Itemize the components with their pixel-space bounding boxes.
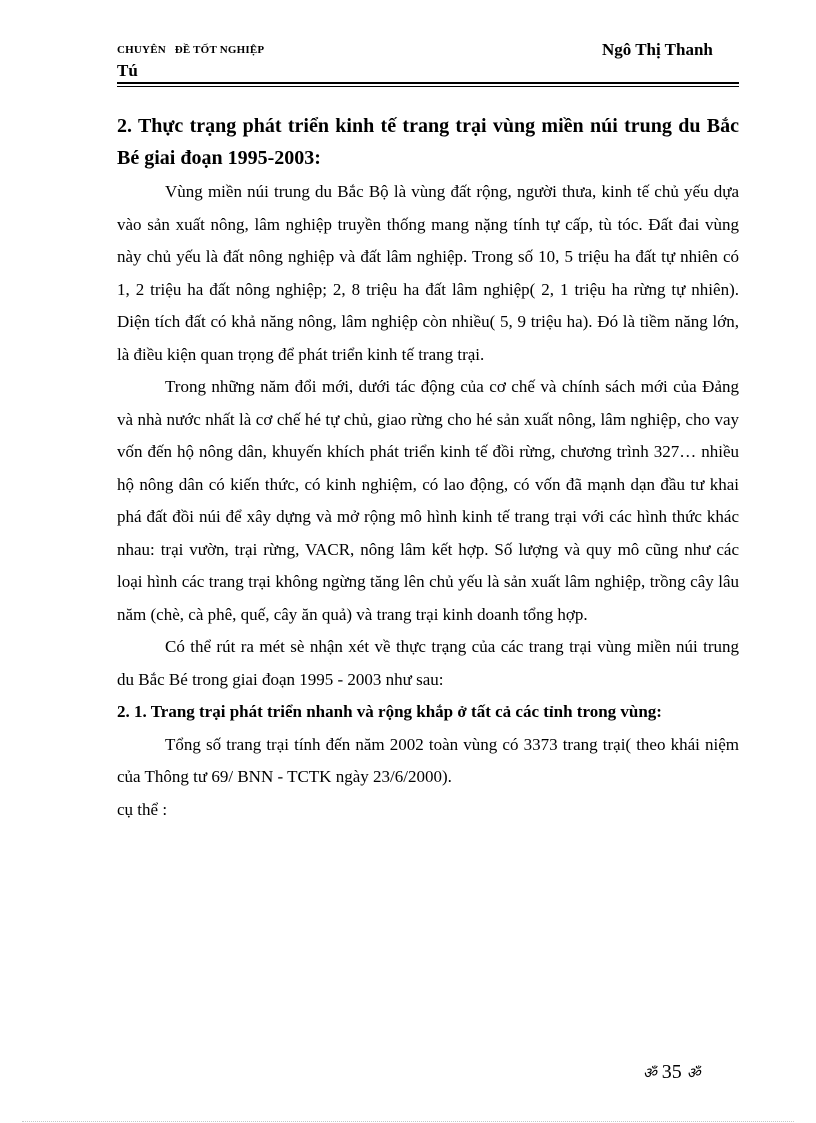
page-bottom-border — [22, 1121, 794, 1122]
header-author: Ngô Thị Thanh — [602, 40, 713, 59]
closing-line: cụ thể : — [117, 799, 168, 819]
header-rule-thick — [117, 82, 739, 84]
paragraph-1: Vùng miền núi trung du Bắc Bộ là vùng đất rộng, người thưa, kinh tế chủ yếu dựa vào sản xuất nông, lâm nghiệp truyền thống mang nặng tính tự cấp, tù tóc. Đất đai vùng này chủ yếu là đất nông nghiệp và đất lâm nghiệp. Trong số 10, 5 triệu ha đất tự nhiên có 1, 2 triệu ha đất nông nghiệp; 2, 8 triệu ha đất lâm nghiệp( 2, 1 triệu ha rừng tự nhiên). Diện tích đất có khả năng nông, lâm nghiệp còn nhiều( 5, 9 triệu ha). Đó là tiềm năng lớn, là điều kiện quan trọng để phát triển kinh tế trang trại. — [117, 182, 739, 364]
header-rule-thin — [117, 86, 739, 87]
header-title: CHUYÊN ĐỀ TỐT NGHIỆP — [117, 44, 265, 56]
page-footer — [643, 1061, 700, 1084]
document-body — [117, 110, 739, 826]
page-number: 35 — [661, 1061, 682, 1083]
paragraph-4: Tổng số trang trại tính đến năm 2002 toàn vùng có 3373 trang trại( theo khái niệm của Thông tư 69/ BNN - TCTK ngày 23/6/2000). — [117, 734, 739, 786]
paragraph-2: Trong những năm đổi mới, dưới tác động của cơ chế và chính sách mới của Đảng và nhà nước nhất là cơ chế hé tự chủ, giao rừng cho hé sản xuất nông, lâm nghiệp, cho vay vốn đến hộ nông dân, khuyến khích phát triển kinh tế đồi rừng, chương trình 327… nhiều hộ nông dân có kiến thức, có kinh nghiệm, có lao động, có vốn đã mạnh dạn đầu tư khai phá đất đồi núi để xây dựng và mở rộng mô hình kinh tế trang trại với các hình thức khác nhau: trại vườn, trại rừng, VACR, nông lâm kết hợp. Số lượng và quy mô cũng như các loại hình các trang trại không ngừng tăng lên chủ yếu là sản xuất lâm nghiệp, trồng cây lâu năm (chè, cà phê, quế, cây ăn quả) và trang trại kinh doanh tổng hợp. — [117, 377, 739, 624]
header-author-continued: Tú — [117, 61, 138, 80]
subsection-heading: 2. 1. Trang trại phát triển nhanh và rộng khắp ở tất cả các tỉnh trong vùng: — [117, 702, 662, 721]
section-heading: 2. Thực trạng phát triển kinh tế trang trại vùng miền núi trung du Bắc Bé giai đoạn 1995-2003: — [117, 115, 739, 169]
ornament-right-icon: ॐ — [686, 1066, 701, 1082]
ornament-left-icon: ॐ — [643, 1066, 657, 1082]
paragraph-3: Có thể rút ra mét sè nhận xét về thực trạng của các trang trại vùng miền núi trung du Bắc Bé trong giai đoạn 1995 - 2003 như sau: — [117, 637, 739, 689]
